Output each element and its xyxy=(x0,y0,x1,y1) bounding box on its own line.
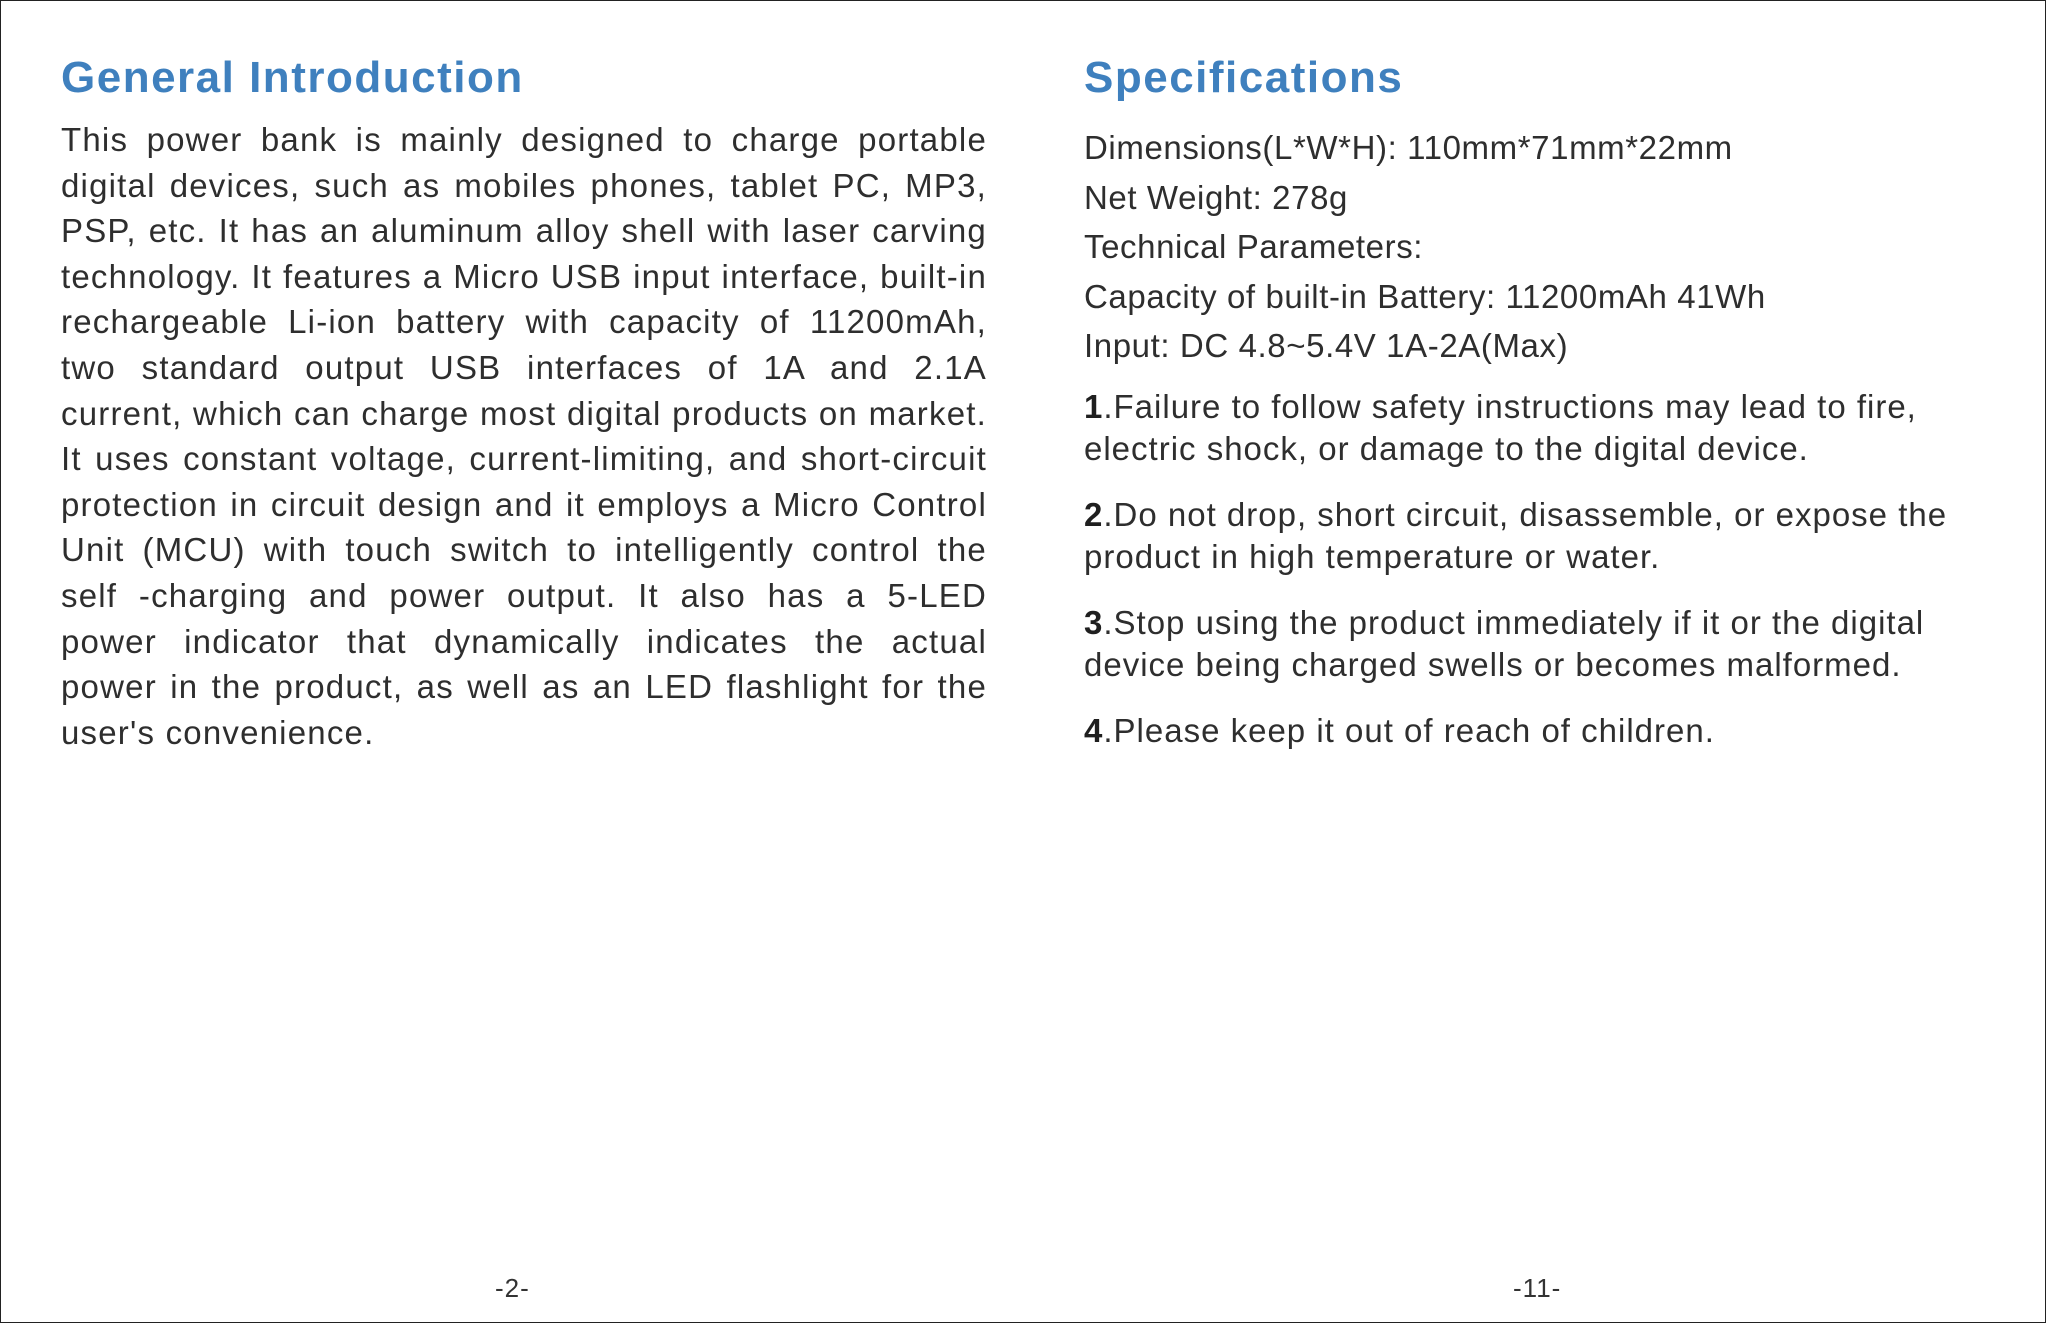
page-number-left: -2- xyxy=(495,1273,530,1303)
note-text: .Failure to follow safety instructions may lead to fire, electric shock, or damage to the digital device. xyxy=(1084,388,1917,467)
spec-input: Input: DC 4.8~5.4V 1A-2A(Max) xyxy=(1084,327,1569,364)
note-number: 2 xyxy=(1084,496,1104,533)
safety-note xyxy=(1084,494,2024,578)
safety-note xyxy=(1084,602,2024,686)
note-number: 4 xyxy=(1084,712,1104,749)
specifications-heading: Specifications xyxy=(1084,53,1404,102)
safety-notes xyxy=(1084,386,2024,776)
general-introduction-heading: General Introduction xyxy=(61,53,524,102)
spec-list xyxy=(1084,123,2024,371)
spec-battery-capacity: Capacity of built-in Battery: 11200mAh 41Wh xyxy=(1084,277,1766,315)
spec-net-weight: Net Weight: 278g xyxy=(1084,178,1348,216)
general-introduction-body: This power bank is mainly designed to charge portable digital devices, such as mobiles phones, tablet PC, MP3, PSP, etc. It has an aluminum alloy shell with laser carving technology. It features a Micro USB input interface, built-in rechargeable Li-ion battery with capacity of 11200mAh, two standard output USB interfaces of 1A and 2.1A current, which can charge most digital products on market. It uses constant voltage, current-limiting, and short-circuit protection in circuit design and it employs a Micro Control Unit (MCU) with touch switch to intelligently control the self -charging and power output. It also has a 5-LED power indicator that dynamically indicates the actual power in the product, as well as an LED flashlight for the user's convenience. xyxy=(61,121,987,751)
spec-technical-parameters: Technical Parameters: xyxy=(1084,228,1424,265)
safety-note xyxy=(1084,386,2024,470)
safety-note xyxy=(1084,710,2024,752)
page-right xyxy=(1025,1,2047,1322)
note-text: .Please keep it out of reach of children. xyxy=(1103,712,1715,749)
note-number: 3 xyxy=(1084,604,1104,641)
note-number: 1 xyxy=(1084,388,1104,425)
page-number-right: -11- xyxy=(1513,1273,1562,1303)
note-text: .Do not drop, short circuit, disassemble, or expose the product in high temperature or water. xyxy=(1084,496,1948,575)
note-text: .Stop using the product immediately if it or the digital device being charged swells or becomes malformed. xyxy=(1084,604,1925,683)
page-left xyxy=(1,1,1025,1322)
spec-dimensions: Dimensions(L*W*H): 110mm*71mm*22mm xyxy=(1084,129,1733,166)
